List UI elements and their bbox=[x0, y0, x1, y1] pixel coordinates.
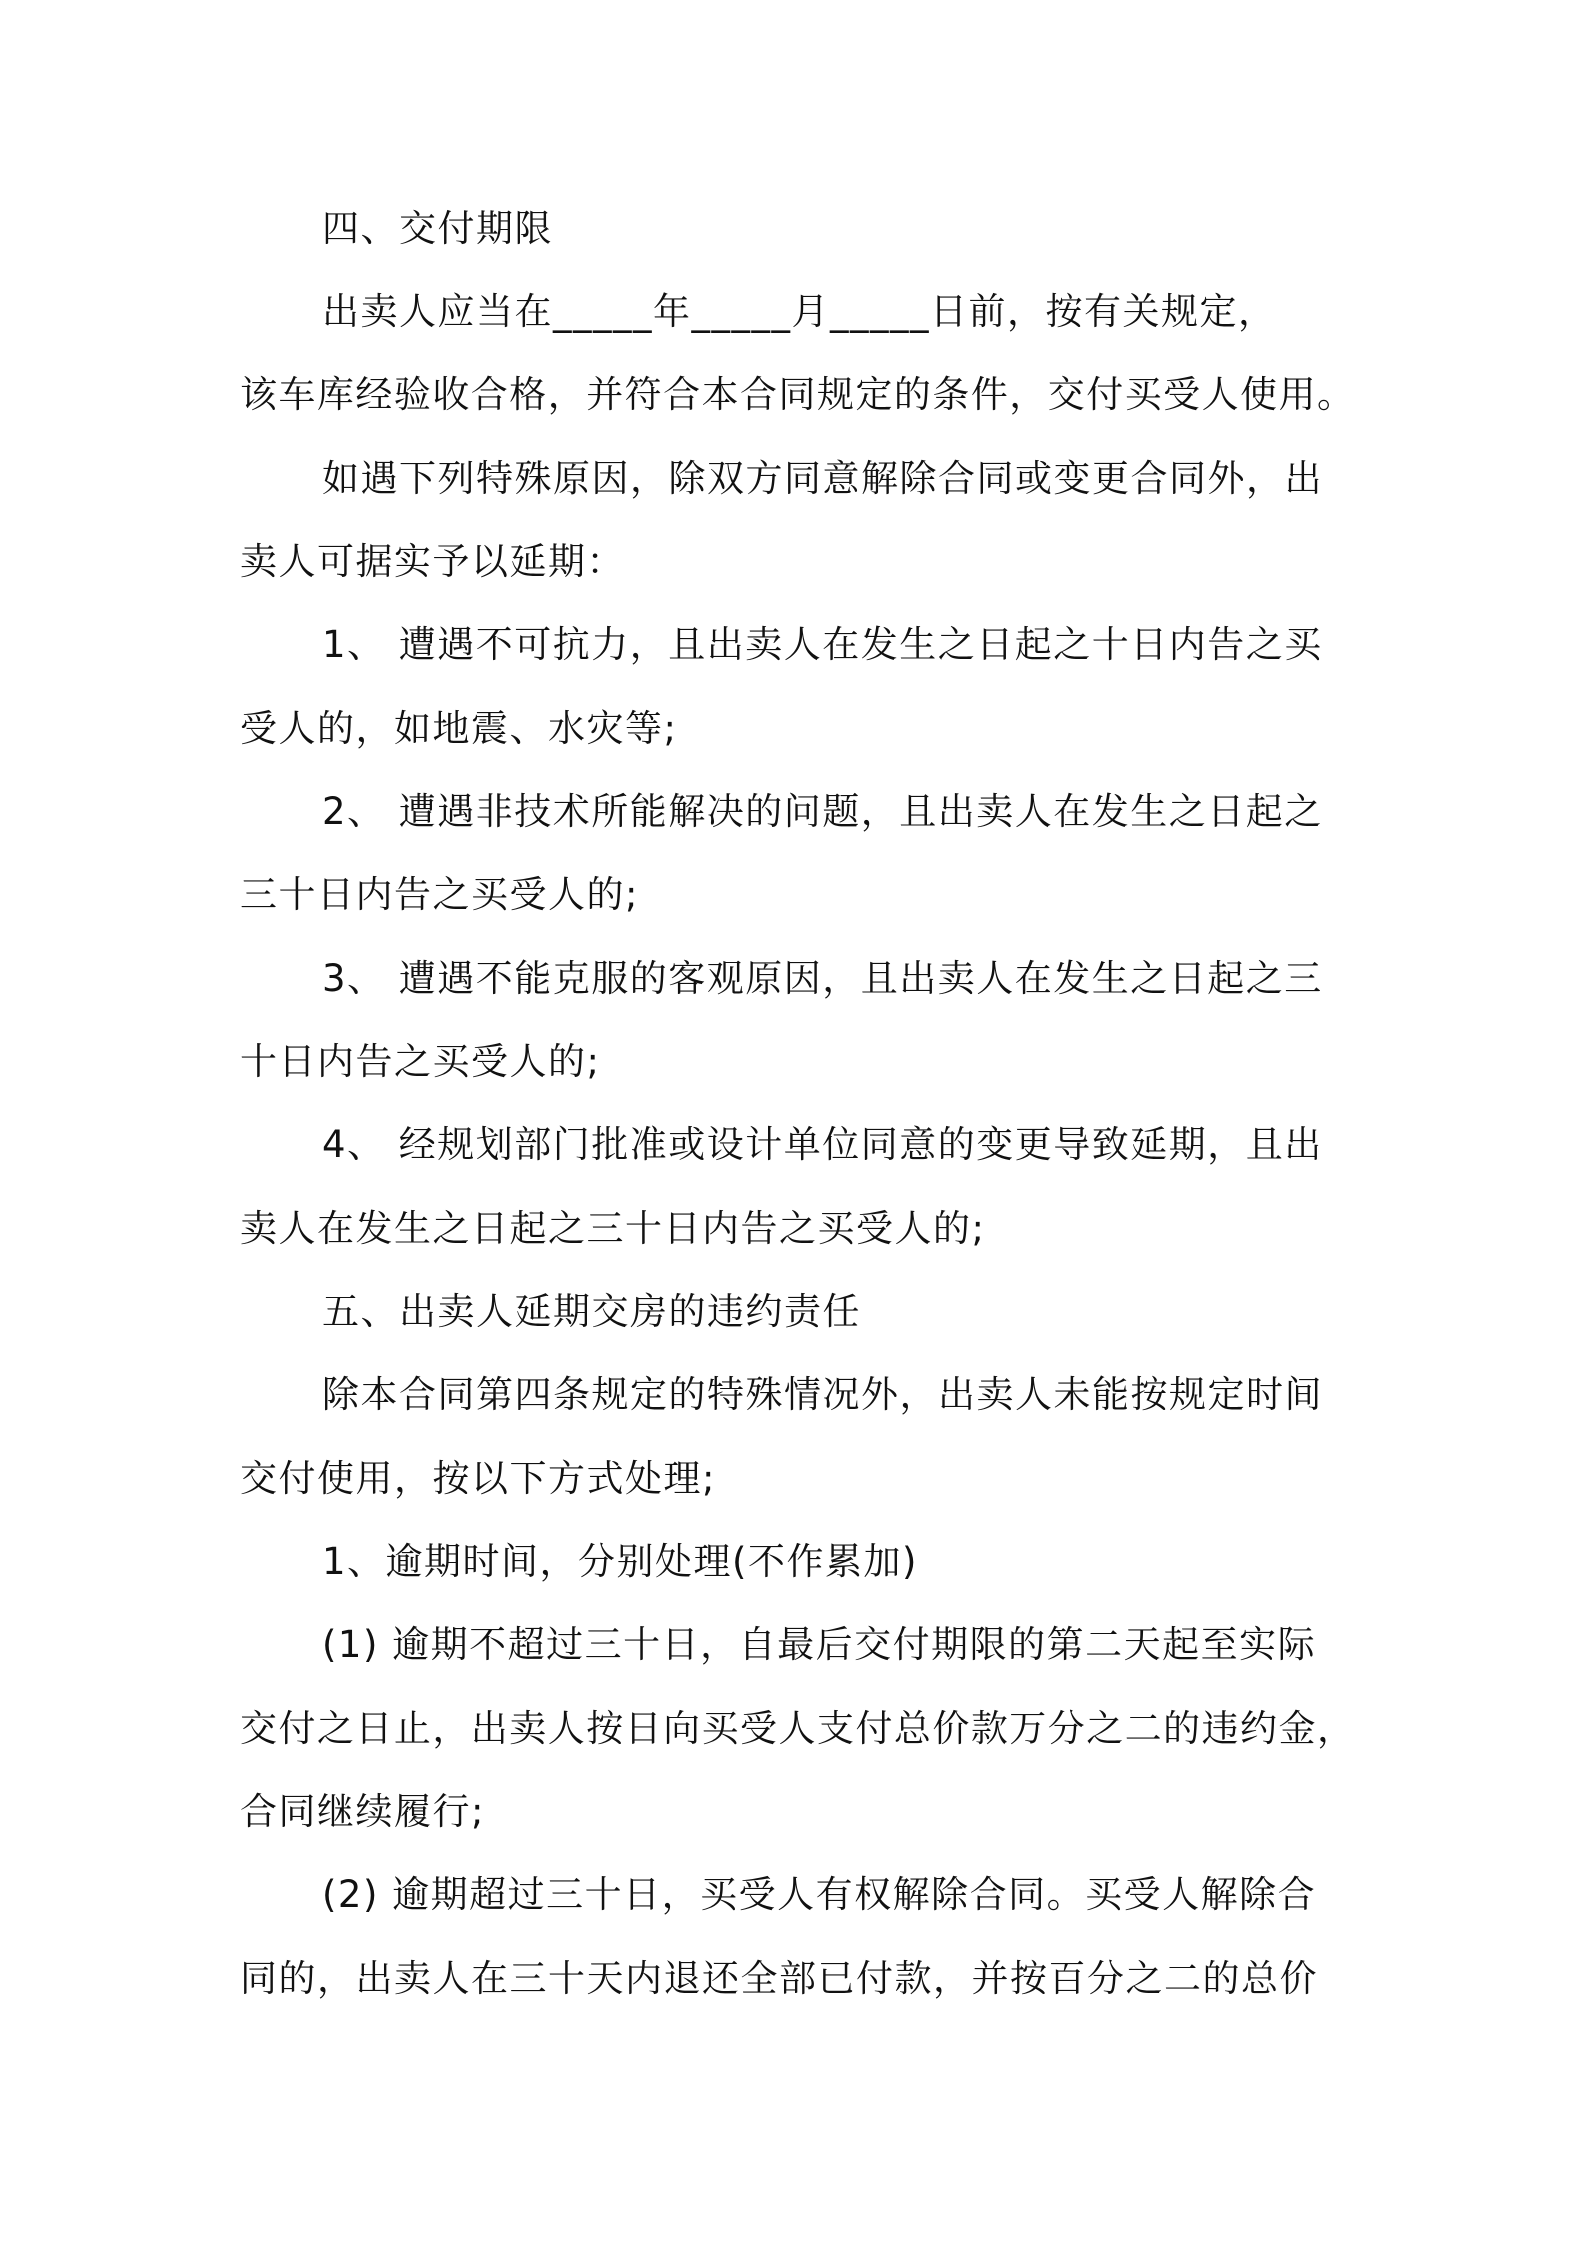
list-item-line: 3、 遭遇不能克服的客观原因，且出卖人在发生之日起之三 bbox=[322, 957, 1323, 1000]
list-item-line: 2、 遭遇非技术所能解决的问题，且出卖人在发生之日起之 bbox=[322, 790, 1323, 833]
list-item-line: 合同继续履行; bbox=[240, 1790, 485, 1833]
list-item-line: (2) 逾期超过三十日，买受人有权解除合同。买受人解除合 bbox=[322, 1873, 1317, 1916]
list-item-line: 三十日内告之买受人的; bbox=[240, 873, 639, 916]
list-item-line: 4、 经规划部门批准或设计单位同意的变更导致延期，且出 bbox=[322, 1123, 1323, 1166]
section-heading-delivery-deadline: 四、交付期限 bbox=[322, 207, 553, 250]
list-item-line: (1) 逾期不超过三十日，自最后交付期限的第二天起至实际 bbox=[322, 1623, 1317, 1666]
paragraph-line: 出卖人应当在_____年_____月_____日前，按有关规定， bbox=[322, 290, 1277, 333]
paragraph-line: 除本合同第四条规定的特殊情况外，出卖人未能按规定时间 bbox=[322, 1373, 1323, 1416]
list-item-line: 1、逾期时间，分别处理(不作累加) bbox=[322, 1540, 918, 1583]
list-item-line: 1、 遭遇不可抗力，且出卖人在发生之日起之十日内告之买 bbox=[322, 623, 1323, 666]
paragraph-line: 如遇下列特殊原因，除双方同意解除合同或变更合同外，出 bbox=[322, 457, 1323, 500]
list-item-line: 十日内告之买受人的; bbox=[240, 1040, 601, 1083]
list-item-line: 受人的，如地震、水灾等; bbox=[240, 707, 678, 750]
list-item-line: 交付之日止，出卖人按日向买受人支付总价款万分之二的违约金， bbox=[240, 1707, 1356, 1750]
list-item-line: 同的，出卖人在三十天内退还全部已付款，并按百分之二的总价 bbox=[240, 1957, 1318, 2000]
paragraph-line: 卖人可据实予以延期： bbox=[240, 540, 625, 583]
list-item-line: 卖人在发生之日起之三十日内告之买受人的; bbox=[240, 1207, 986, 1250]
section-heading-breach-liability: 五、出卖人延期交房的违约责任 bbox=[322, 1290, 861, 1333]
paragraph-line: 交付使用，按以下方式处理; bbox=[240, 1457, 716, 1500]
paragraph-line: 该车库经验收合格，并符合本合同规定的条件，交付买受人使用。 bbox=[240, 373, 1356, 416]
